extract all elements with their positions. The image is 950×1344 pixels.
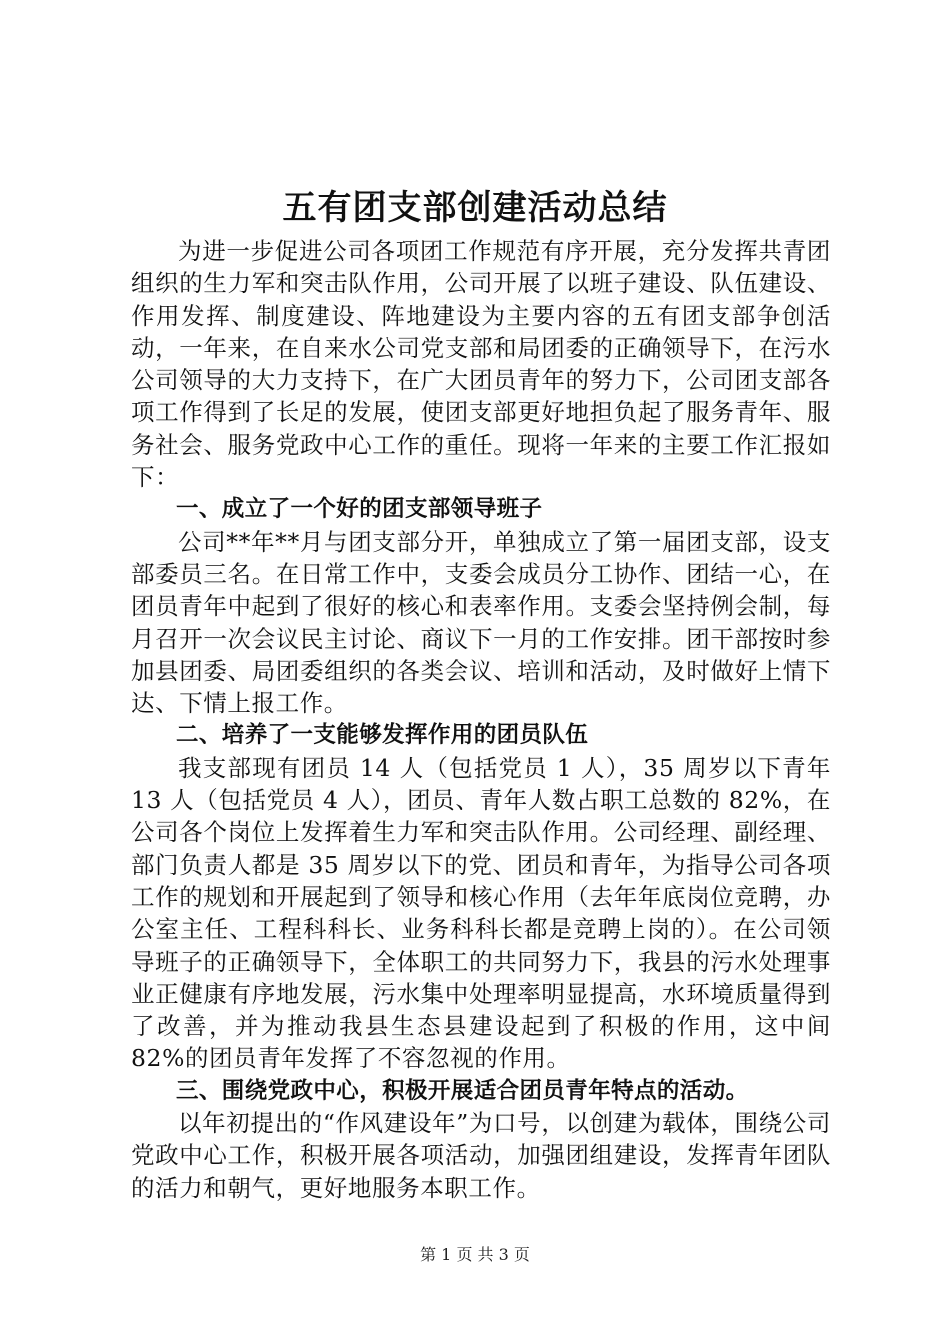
section-heading-1: 一、成立了一个好的团支部领导班子 [176, 496, 543, 523]
section-2-paragraph: 我支部现有团员 14 人（包括党员 1 人），35 周岁以下青年 13 人（包括党员 4 人），团员、青年人数占职工总数的 82%，在公司各个岗位上发挥着生力军和突击队作用。公司经理、副经理、部门负责人都是 35 周岁以下的党、团员和青年，为指导公司各项工作的规划和开展起到了领导和核心作用（去年年底岗位竞聘，办公室主任、工程科科长、业务科科长都是竞聘上岗的）。在公司领导班子的正确领导下，全体职工的共同努力下，我县的污水处理事业正健康有序地发展，污水集中处理率明显提高，水环境质量得到了改善，并为推动我县生态县建设起到了积极的作用，这中间 82%的团员青年发挥了不容忽视的作用。 [131, 753, 831, 1073]
intro-paragraph: 为进一步促进公司各项团工作规范有序开展，充分发挥共青团组织的生力军和突击队作用，公司开展了以班子建设、队伍建设、作用发挥、制度建设、阵地建设为主要内容的五有团支部争创活动，一年来，在自来水公司党支部和局团委的正确领导下，在污水公司领导的大力支持下，在广大团员青年的努力下，公司团支部各项工作得到了长足的发展，使团支部更好地担负起了服务青年、服务社会、服务党政中心工作的重任。现将一年来的主要工作汇报如下： [131, 237, 831, 492]
document-body [131, 235, 831, 1204]
section-3-paragraph: 以年初提出的“作风建设年”为口号，以创建为载体，围绕公司党政中心工作，积极开展各项活动，加强团组建设，发挥青年团队的活力和朝气，更好地服务本职工作。 [131, 1109, 831, 1202]
page-footer: 第 1 页 共 3 页 [420, 1245, 530, 1264]
section-heading-3: 三、围绕党政中心，积极开展适合团员青年特点的活动。 [176, 1077, 749, 1104]
section-1-paragraph: 公司**年**月与团支部分开，单独成立了第一届团支部，设支部委员三名。在日常工作中，支委会成员分工协作、团结一心，在团员青年中起到了很好的核心和表率作用。支委会坚持例会制，每月召开一次会议民主讨论、商议下一月的工作安排。团干部按时参加县团委、局团委组织的各类会议、培训和活动，及时做好上情下达、下情上报工作。 [131, 527, 831, 718]
section-heading-2: 二、培养了一支能够发挥作用的团员队伍 [176, 722, 589, 749]
document-title: 五有团支部创建活动总结 [282, 188, 668, 228]
